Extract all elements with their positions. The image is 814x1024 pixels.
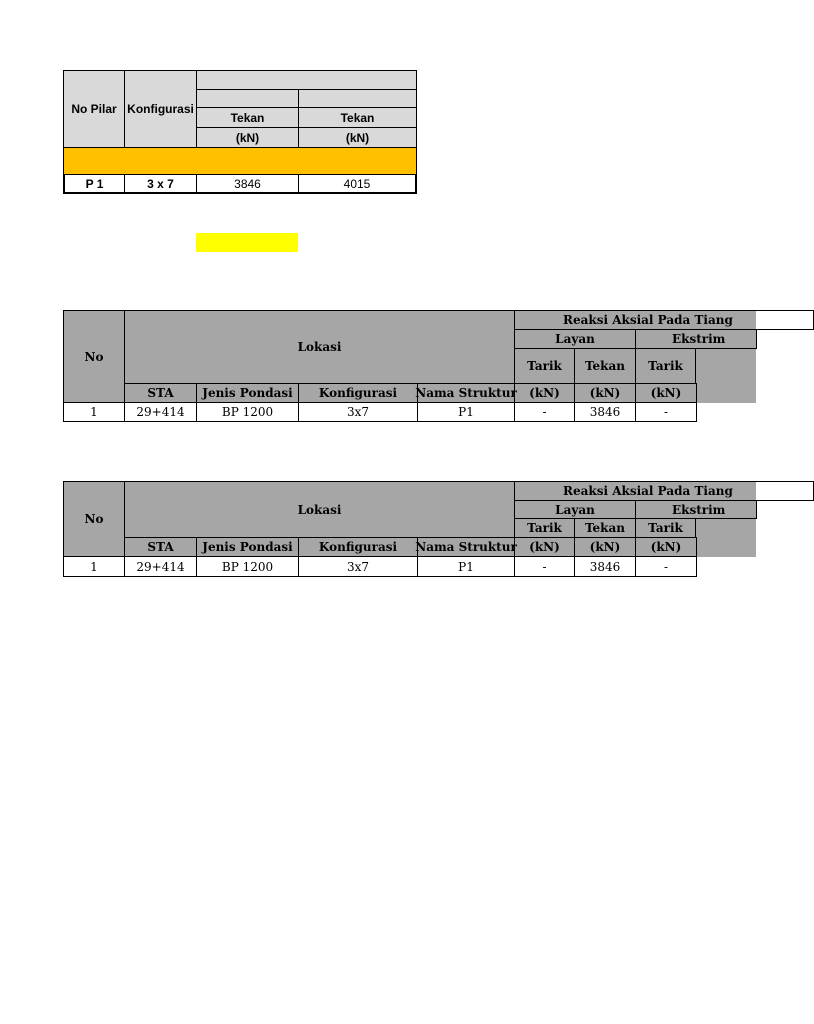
table1-header-unit-2: (kN): [298, 127, 417, 148]
table2-header-no: No: [63, 310, 125, 403]
table2-cell-layan-tarik: -: [514, 402, 575, 422]
table1-header-tekan-2: Tekan: [298, 107, 417, 128]
table2-cell-sta: 29+414: [124, 402, 197, 422]
table2-header-unit-1: (kN): [514, 383, 575, 403]
table3-header-unit-2: (kN): [574, 537, 636, 557]
table1-header-no-pilar: No Pilar: [63, 70, 125, 148]
table3-cell-layan-tarik: -: [514, 556, 575, 577]
table3-cell-jenis-pondasi: BP 1200: [196, 556, 299, 577]
table2-header-ekstrim-tarik: Tarik: [635, 348, 696, 384]
table1-cell-no-pilar: P 1: [63, 174, 125, 194]
table2-header-nama-struktur: Nama Struktur: [417, 383, 515, 403]
table3-header-layan-tarik: Tarik: [514, 518, 575, 538]
table2-header-layan-tarik: Tarik: [514, 348, 575, 384]
table1-cell-tekan-2: 4015: [298, 174, 417, 194]
table3-header-unit-1: (kN): [514, 537, 575, 557]
table3-header-layan-tekan: Tekan: [574, 518, 636, 538]
table2-header-konfigurasi: Konfigurasi: [298, 383, 418, 403]
table2-header-layan-tekan: Tekan: [574, 348, 636, 384]
table2-cell-layan-tekan: 3846: [574, 402, 636, 422]
table1-header-konfigurasi: Konfigurasi: [124, 70, 197, 148]
table3-header-lokasi: Lokasi: [124, 481, 515, 538]
table3-header-ekstrim: Ekstrim: [635, 500, 757, 519]
table2-header-ekstrim: Ekstrim: [635, 329, 757, 349]
table2-header-sta: STA: [124, 383, 197, 403]
table1-header-unit-1: (kN): [196, 127, 299, 148]
table3-header-unit-3: (kN): [635, 537, 697, 557]
table3-cell-sta: 29+414: [124, 556, 197, 577]
table1-cell-tekan-1: 3846: [196, 174, 299, 194]
table2-cell-jenis-pondasi: BP 1200: [196, 402, 299, 422]
table3-cell-nama-struktur: P1: [417, 556, 515, 577]
table2-header-jenis-pondasi: Jenis Pondasi: [196, 383, 299, 403]
table2-header-reaksi: Reaksi Aksial Pada Tiang: [514, 310, 814, 330]
table1-header-tekan-1: Tekan: [196, 107, 299, 128]
table2-cell-ekstrim-tarik: -: [635, 402, 697, 422]
table1-cell-konfigurasi: 3 x 7: [124, 174, 197, 194]
table2-header-unit-3: (kN): [635, 383, 697, 403]
table2-cell-konfigurasi: 3x7: [298, 402, 418, 422]
table3-header-ekstrim-tarik: Tarik: [635, 518, 696, 538]
table2-header-layan: Layan: [514, 329, 636, 349]
table3-header-no: No: [63, 481, 125, 557]
table3-header-sta: STA: [124, 537, 197, 557]
table2-header-unit-2: (kN): [574, 383, 636, 403]
table3-cell-konfigurasi: 3x7: [298, 556, 418, 577]
table3-header-reaksi: Reaksi Aksial Pada Tiang: [514, 481, 814, 501]
table3-header-konfigurasi: Konfigurasi: [298, 537, 418, 557]
table3-header-layan: Layan: [514, 500, 636, 519]
table2-cell-no: 1: [63, 402, 125, 422]
table2-cell-nama-struktur: P1: [417, 402, 515, 422]
table3-cell-ekstrim-tarik: -: [635, 556, 697, 577]
table3-header-nama-struktur: Nama Struktur: [417, 537, 515, 557]
table2-header-lokasi: Lokasi: [124, 310, 515, 384]
table3-cell-layan-tekan: 3846: [574, 556, 636, 577]
table3-cell-no: 1: [63, 556, 125, 577]
table3-header-jenis-pondasi: Jenis Pondasi: [196, 537, 299, 557]
